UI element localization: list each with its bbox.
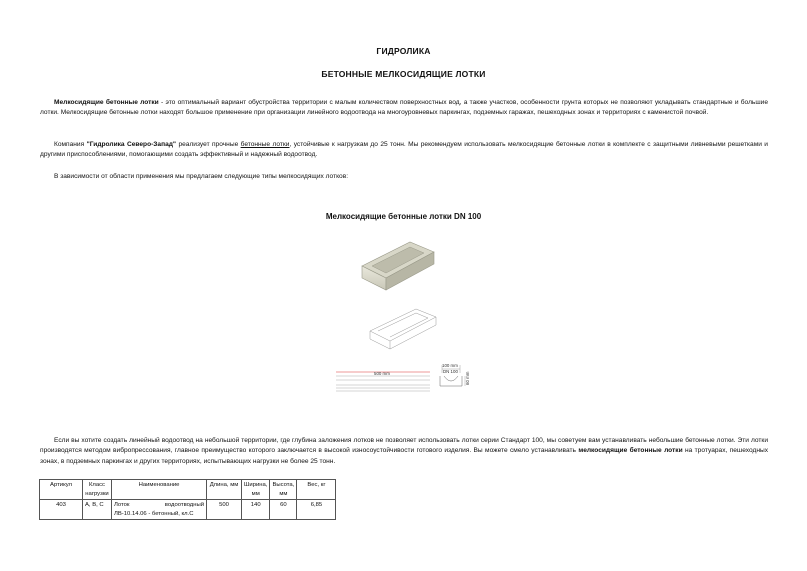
height-dimension-label: 60 mm [465, 371, 470, 385]
length-dimension-label: 500 mm [374, 371, 390, 376]
header-weight: Вес, кг [297, 480, 336, 500]
width-dimension-label: 100 mm [442, 363, 458, 368]
intro-text: - это оптимальный вариант обустройства территории с малым количеством поверхностных вод, а также участков, особенности грунта которых не позволяют укладывать стандартные и большие лотки. Мелкосидящие бетонные лотки находят большое применение при организации линейного водоотвода на многоуровневых паркингах, подземных гаражах, пешеходных зонах и территориях с каменистой почвой. [40, 99, 769, 117]
table-row [40, 500, 336, 520]
types-intro: В зависимости от области применения мы предлагаем следующие типы мелкосидящих лотков: [54, 173, 349, 180]
tray-dimension-drawing [334, 362, 480, 398]
description-suffix: на тротуарах, пешеходных зонах, в подземных паркингах и других территориях, испытывающих нагрузки не более 25 тонн. [40, 447, 769, 465]
spec-table [39, 479, 336, 520]
cell-name: Лоток водоотводный ЛВ-10.14.06 - бетонный, кл.C [112, 500, 207, 520]
description-text: Если вы хотите создать линейный водоотвод на небольшой территории, где глубина заложения лотков не позволяет использовать лотки серии Стандарт 100, мы советуем вам устанавливать небольшие бетонные лотки. Эти лотки производятся методом вибропрессования, главное преимущество которого заключается в высокой износоустойчивости готового изделия. Вы можете смело устанавливать [40, 437, 768, 455]
header-height: Высота, мм [270, 480, 297, 500]
cell-weight: 6,85 [297, 500, 336, 520]
cell-article: 403 [40, 500, 83, 520]
company-name: "Гидролика Северо-Запад" [86, 141, 177, 148]
cell-class: A, B, C [83, 500, 112, 520]
company-suffix: , устойчивые к нагрузкам до 25 тонн. Мы рекомендуем использовать мелкосидящие бетонные лотки в комплекте с защитными ливневыми решетками и другими приспособлениями, помогающими создать эффективный и надежный водоотвод. [40, 141, 768, 159]
company-paragraph [40, 140, 768, 161]
cell-height: 60 [270, 500, 297, 520]
company-middle: реализует прочные [176, 141, 241, 148]
section-title: Мелкосидящие бетонные лотки DN 100 [325, 212, 482, 221]
cell-width: 140 [242, 500, 270, 520]
dn-label: DN 100 [443, 369, 458, 374]
description-paragraph [40, 436, 768, 467]
concrete-trays-link[interactable]: бетонные лотки [240, 141, 290, 148]
header-class: Класс нагрузки [83, 480, 112, 500]
tray-line-drawing [366, 305, 440, 355]
header-name: Наименование [112, 480, 207, 500]
intro-bold-term: Мелкосидящие бетонные лотки [54, 99, 159, 106]
header-width: Ширина, мм [242, 480, 270, 500]
description-bold-term: мелкосидящие бетонные лотки [578, 447, 683, 455]
intro-paragraph [40, 98, 768, 119]
cell-length: 500 [207, 500, 242, 520]
page-title: ГИДРОЛИКА [376, 46, 431, 56]
tray-photo [358, 238, 438, 296]
company-prefix: Компания [54, 141, 87, 148]
header-length: Длина, мм [207, 480, 242, 500]
table-header-row [40, 480, 336, 500]
header-article: Артикул [40, 480, 83, 500]
page-subtitle: БЕТОННЫЕ МЕЛКОСИДЯЩИЕ ЛОТКИ [321, 69, 486, 79]
